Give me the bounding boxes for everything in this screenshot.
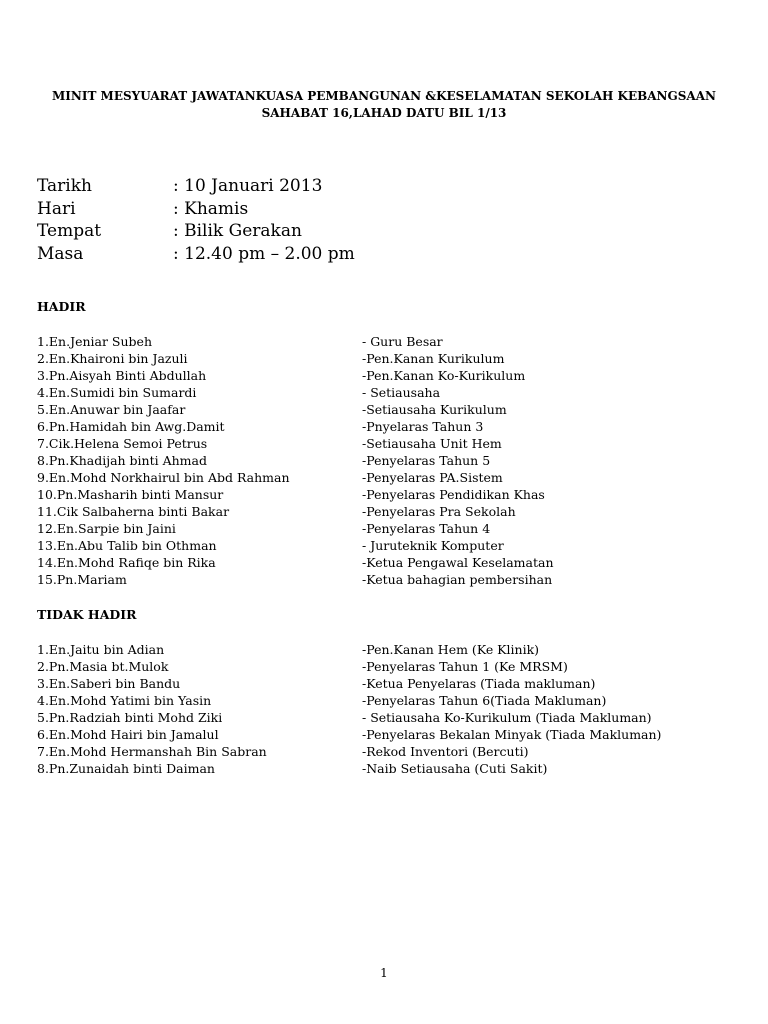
- attendee-name: 11.Cik Salbaherna binti Bakar: [37, 504, 230, 519]
- meta-row-place: [37, 220, 355, 243]
- attendee-name: 3.Pn.Aisyah Binti Abdullah: [37, 368, 207, 383]
- absentee-name: 4.En.Mohd Yatimi bin Yasin: [37, 693, 212, 708]
- meta-label: Masa: [37, 243, 84, 264]
- attendee-name: 2.En.Khaironi bin Jazuli: [37, 351, 188, 366]
- attendee-role: -Setiausaha Unit Hem: [362, 436, 502, 451]
- attendee-name: 15.Pn.Mariam: [37, 572, 127, 587]
- absentee-name: 1.En.Jaitu bin Adian: [37, 642, 165, 657]
- meta-label: Tempat: [37, 221, 102, 241]
- attendee-role: -Penyelaras Pendidikan Khas: [362, 487, 545, 502]
- attendee-role: - Setiausaha: [362, 385, 441, 400]
- attendee-role: -Penyelaras PA.Sistem: [362, 470, 503, 485]
- absentee-name: 7.En.Mohd Hermanshah Bin Sabran: [37, 744, 267, 759]
- list-item: [37, 486, 692, 503]
- title-line-1: MINIT MESYUARAT JAWATANKUASA PEMBANGUNAN &KESELAMATAN SEKOLAH KEBANGSAAN: [51, 89, 717, 103]
- absentee-role: -Pen.Kanan Hem (Ke Klinik): [362, 642, 540, 657]
- meta-label: Hari: [37, 198, 76, 219]
- attendee-name: 4.En.Sumidi bin Sumardi: [37, 385, 197, 400]
- list-item: [37, 726, 692, 743]
- list-item: [37, 452, 692, 469]
- absentee-name: 2.Pn.Masia bt.Mulok: [37, 659, 169, 674]
- meta-row-date: [37, 175, 355, 198]
- attendee-role: -Ketua bahagian pembersihan: [362, 572, 553, 587]
- attendee-name: 9.En.Mohd Norkhairul bin Abd Rahman: [37, 470, 290, 485]
- absentee-name: 6.En.Mohd Hairi bin Jamalul: [37, 727, 219, 742]
- list-item: [37, 743, 692, 760]
- list-item: [37, 658, 692, 675]
- absentee-role: -Penyelaras Bekalan Minyak (Tiada Makluman): [362, 727, 662, 742]
- absentee-role: - Setiausaha Ko-Kurikulum (Tiada Makluman): [362, 710, 652, 725]
- attendee-role: - Guru Besar: [362, 334, 443, 349]
- list-item: [37, 554, 692, 571]
- list-item: [37, 503, 692, 520]
- meta-value: : Khamis: [173, 198, 249, 219]
- list-item: [37, 469, 692, 486]
- list-item: [37, 418, 692, 435]
- list-item: [37, 692, 692, 709]
- meta-row-day: [37, 198, 355, 221]
- attendee-role: -Penyelaras Pra Sekolah: [362, 504, 516, 519]
- attendee-name: 12.En.Sarpie bin Jaini: [37, 521, 176, 536]
- attendee-name: 6.Pn.Hamidah bin Awg.Damit: [37, 419, 225, 434]
- meeting-details: [37, 175, 355, 265]
- list-item: [37, 333, 692, 350]
- document-title: [30, 88, 738, 122]
- list-item: [37, 641, 692, 658]
- meta-row-time: [37, 243, 355, 266]
- meta-label: Tarikh: [37, 176, 92, 196]
- attendee-role: -Pen.Kanan Kurikulum: [362, 351, 505, 366]
- tidak-hadir-list: [37, 641, 692, 777]
- absentee-role: -Rekod Inventori (Bercuti): [362, 744, 529, 759]
- attendee-name: 1.En.Jeniar Subeh: [37, 334, 152, 349]
- attendee-role: -Penyelaras Tahun 4: [362, 521, 491, 536]
- list-item: [37, 384, 692, 401]
- list-item: [37, 401, 692, 418]
- list-item: [37, 571, 692, 588]
- list-item: [37, 709, 692, 726]
- attendee-role: -Pen.Kanan Ko-Kurikulum: [362, 368, 526, 383]
- list-item: [37, 537, 692, 554]
- list-item: [37, 760, 692, 777]
- list-item: [37, 675, 692, 692]
- hadir-heading: HADIR: [37, 299, 86, 314]
- meta-value: : 10 Januari 2013: [173, 176, 323, 196]
- tidak-hadir-heading: TIDAK HADIR: [37, 607, 137, 622]
- attendee-name: 7.Cik.Helena Semoi Petrus: [37, 436, 208, 451]
- absentee-role: -Naib Setiausaha (Cuti Sakit): [362, 761, 548, 776]
- attendee-name: 8.Pn.Khadijah binti Ahmad: [37, 453, 207, 468]
- attendee-role: -Penyelaras Tahun 5: [362, 453, 491, 468]
- attendee-name: 10.Pn.Masharih binti Mansur: [37, 487, 224, 502]
- title-line-2: SAHABAT 16,LAHAD DATU BIL 1/13: [261, 106, 507, 120]
- attendee-role: -Setiausaha Kurikulum: [362, 402, 507, 417]
- attendee-name: 14.En.Mohd Rafiqe bin Rika: [37, 555, 216, 570]
- attendee-role: -Ketua Pengawal Keselamatan: [362, 555, 554, 570]
- list-item: [37, 435, 692, 452]
- absentee-name: 3.En.Saberi bin Bandu: [37, 676, 181, 691]
- absentee-role: -Penyelaras Tahun 6(Tiada Makluman): [362, 693, 607, 708]
- hadir-list: [37, 333, 692, 588]
- list-item: [37, 350, 692, 367]
- attendee-role: - Juruteknik Komputer: [362, 538, 504, 553]
- page-number: 1: [380, 966, 388, 980]
- attendee-name: 5.En.Anuwar bin Jaafar: [37, 402, 186, 417]
- absentee-name: 8.Pn.Zunaidah binti Daiman: [37, 761, 215, 776]
- meta-value: : 12.40 pm – 2.00 pm: [173, 243, 355, 264]
- absentee-name: 5.Pn.Radziah binti Mohd Ziki: [37, 710, 223, 725]
- list-item: [37, 520, 692, 537]
- absentee-role: -Ketua Penyelaras (Tiada makluman): [362, 676, 596, 691]
- attendee-role: -Pnyelaras Tahun 3: [362, 419, 484, 434]
- attendee-name: 13.En.Abu Talib bin Othman: [37, 538, 217, 553]
- list-item: [37, 367, 692, 384]
- meta-value: : Bilik Gerakan: [173, 221, 302, 241]
- absentee-role: -Penyelaras Tahun 1 (Ke MRSM): [362, 659, 568, 674]
